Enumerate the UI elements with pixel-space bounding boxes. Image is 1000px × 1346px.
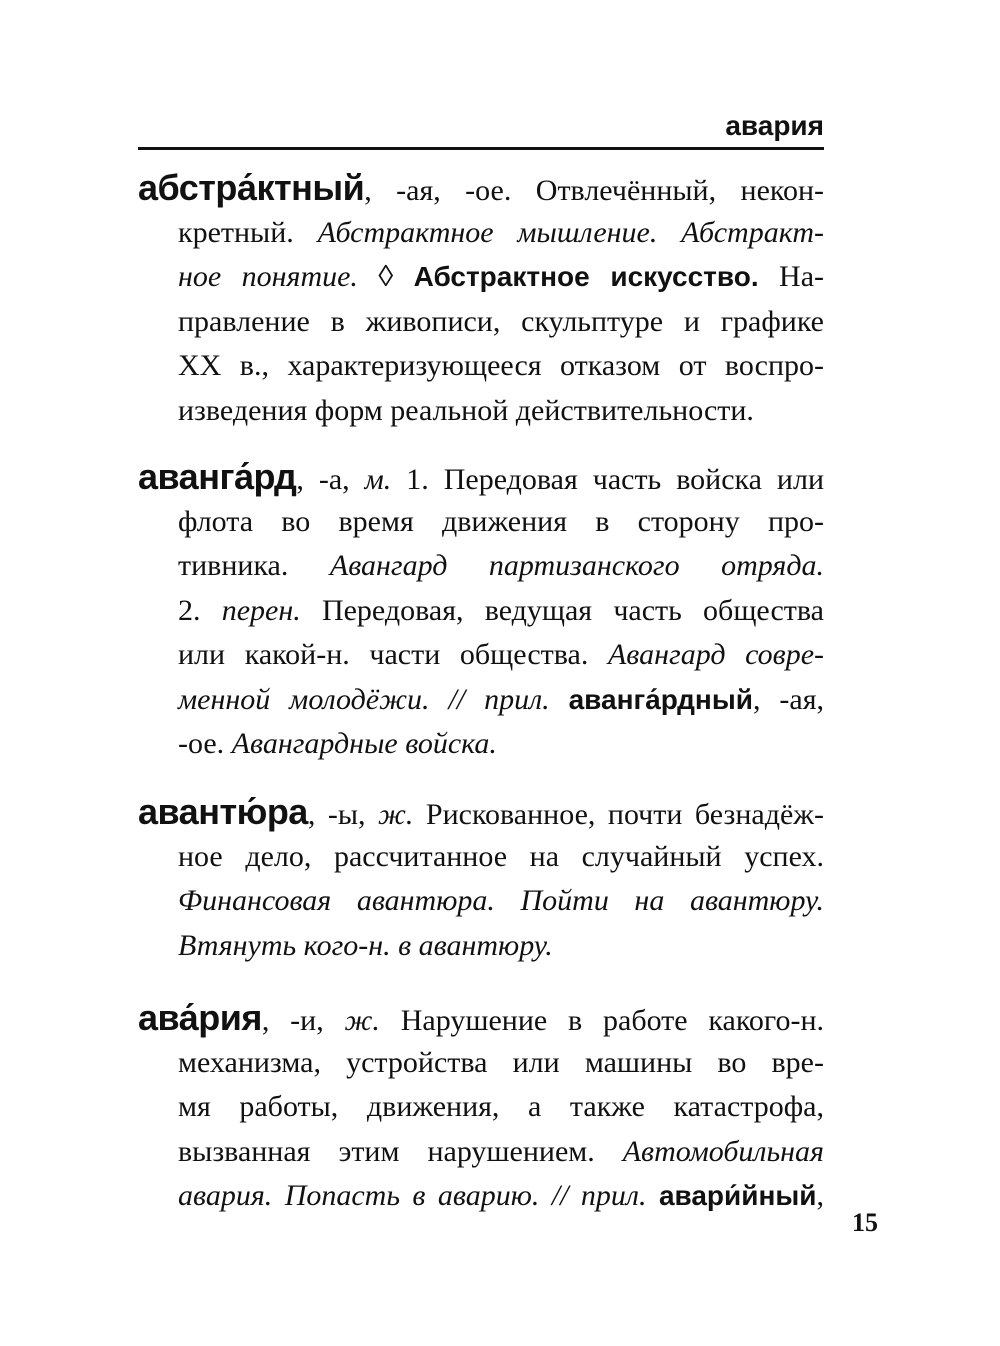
definition-text: XX в., характеризующееся отказом от воспро- (178, 349, 824, 382)
punctuation: , (816, 1179, 824, 1212)
entry-line (138, 255, 824, 300)
entry-line (138, 344, 824, 389)
idiom-phrase: Абстрактное искусство. (413, 261, 759, 292)
entry-line (138, 455, 824, 500)
page-number: 15 (852, 1208, 878, 1237)
example-text: Авангардные войска. (231, 727, 497, 760)
entry-line (138, 924, 824, 969)
example-text: Авангард совре- (607, 638, 825, 671)
grammar-note: , -и, (261, 1004, 324, 1037)
grammar-note: , -ы, (307, 798, 366, 831)
example-text: Втянуть кого-н. в авантюру. (178, 928, 553, 962)
entry-line (138, 1174, 824, 1219)
header-rule (138, 147, 824, 150)
example-text: Авангард партизанского отряда. (329, 549, 825, 582)
running-head: авария (725, 110, 824, 141)
entry-line (138, 790, 824, 835)
definition-text: изведения форм реальной действительности. (178, 393, 754, 427)
entry-line (138, 879, 824, 924)
definition-text: На- (779, 260, 825, 293)
headword: ава́рия (138, 997, 262, 1038)
entry-line (138, 1041, 824, 1086)
entry-line (138, 722, 824, 767)
entry-line (138, 544, 824, 589)
sense-number: 2. (178, 593, 201, 627)
definition-text: мя работы, движения, а также катастрофа, (178, 1090, 824, 1123)
headword: аванга́рд (138, 456, 297, 497)
entry-line (138, 1085, 824, 1130)
example-text: Абстрактное мышление. Абстракт- (317, 215, 824, 249)
definition-text: Передовая, ведущая часть общества (321, 593, 824, 627)
dictionary-entry (138, 790, 824, 968)
example-text: авария. Попасть в аварию. // прил. (178, 1179, 647, 1212)
definition-text: флота во время движения в сторону про- (178, 504, 824, 538)
grammar-note: -ое. (178, 727, 225, 760)
entry-line (138, 633, 824, 678)
headword: авантю́ра (138, 791, 308, 832)
example-text: Автомобильная (622, 1134, 824, 1168)
definition-text: Нарушение в работе какого-н. (400, 1004, 825, 1037)
definition-text: ное дело, рассчитанное на случайный успех. (178, 839, 824, 873)
grammar-note: , -а, (296, 463, 350, 496)
entry-line (138, 166, 824, 211)
gender-label: ж. (344, 1004, 380, 1037)
entry-line (138, 996, 824, 1041)
entry-line (138, 678, 824, 723)
derived-headword: аванга́рдный (568, 683, 753, 715)
dictionary-entry (138, 996, 824, 1219)
example-text: Финансовая авантюра. Пойти на авантюру. (178, 884, 824, 917)
gender-label: м. (364, 463, 392, 496)
definition-text: механизма, устройства или машины во вре- (178, 1045, 824, 1079)
derived-headword: авари́йный (658, 1180, 817, 1211)
entry-line (138, 1130, 824, 1175)
entry-line (138, 300, 824, 345)
grammar-note: , -ая, -ое. Отвлечённый, некон- (364, 174, 824, 207)
definition-text: Рискованное, почти безнадёж- (425, 798, 824, 831)
dictionary-entry (138, 166, 824, 433)
headword: абстра́ктный (138, 167, 365, 208)
definition-text: или какой-н. части общества. (178, 638, 589, 671)
definition-text: кретный. (178, 215, 294, 249)
entry-line (138, 835, 824, 880)
definition-text: вызванная этим нарушением. (178, 1134, 595, 1168)
usage-label: перен. (221, 593, 301, 627)
dictionary-entry (138, 455, 824, 767)
entry-line (138, 589, 824, 634)
gender-label: ж. (378, 798, 414, 831)
example-text: менной молодёжи. // прил. (178, 682, 550, 716)
definition-text: 1. Передовая часть войска или (406, 463, 825, 496)
entry-line (138, 389, 824, 434)
entry-line (138, 500, 824, 545)
entry-line (138, 211, 824, 256)
example-text: ное понятие. (178, 260, 358, 293)
definition-text: тивника. (178, 549, 289, 582)
grammar-note: , -ая, (752, 682, 825, 716)
definition-text: правление в живописи, скульптуре и графике (178, 304, 824, 338)
idiom-marker: ◊ (378, 260, 394, 293)
